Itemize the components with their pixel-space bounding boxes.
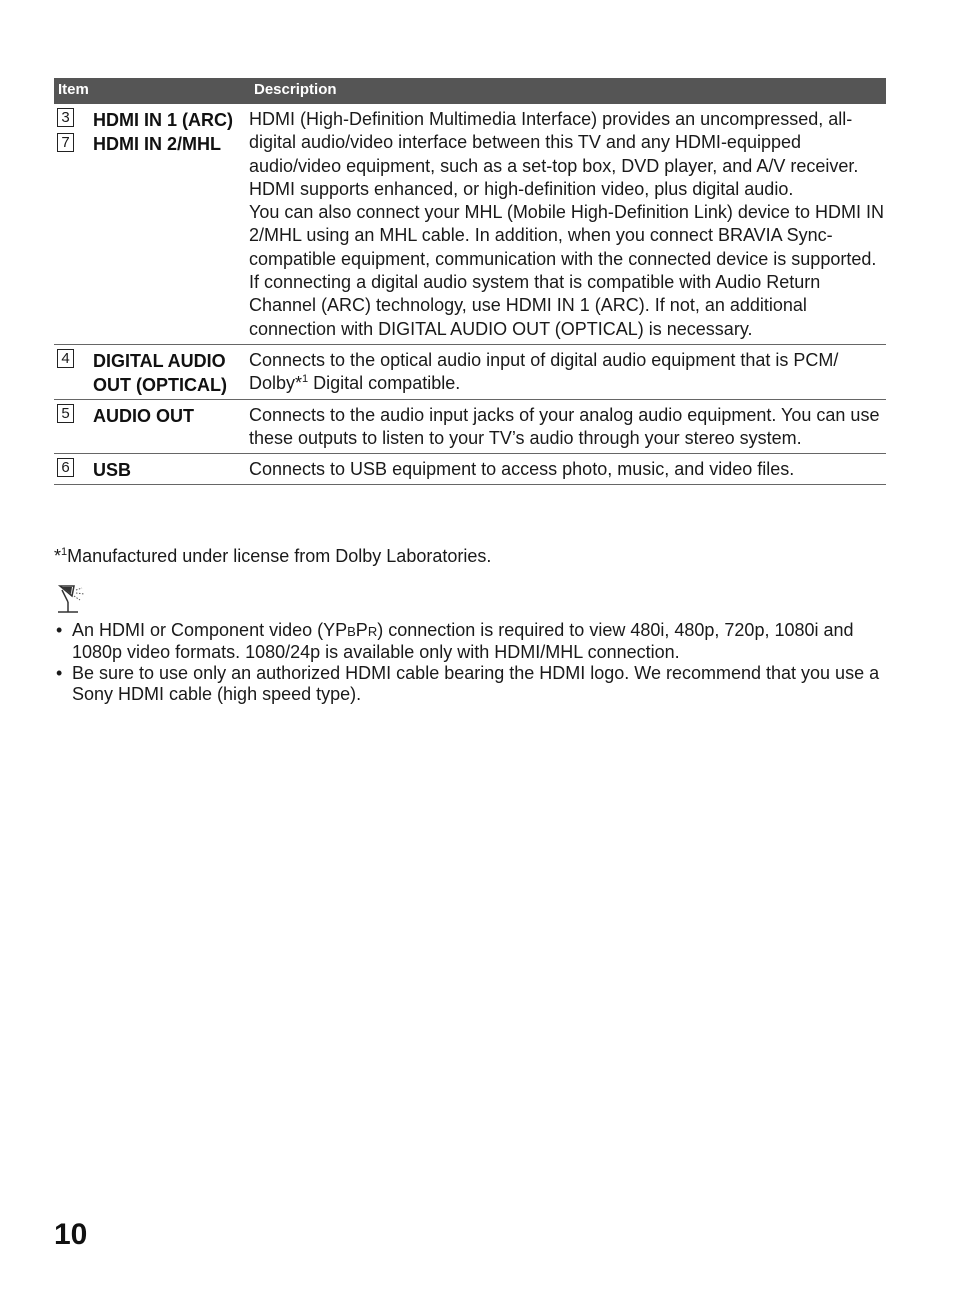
item-description: Connects to USB equipment to access photo, music, and video files. [249, 459, 795, 480]
item-description: If connecting a digital audio system that is compatible with Audio Return Channel (ARC) technology, use HDMI IN 1 (ARC). If not, an additional connection with DIGITAL AUDIO OUT (OPTICAL) is necessary. [249, 272, 821, 339]
item-description: Connects to the audio input jacks of your analog audio equipment. You can use these outputs to listen to your TV’s audio through your stereo system. [249, 404, 880, 448]
item-label: DIGITAL AUDIO [93, 350, 226, 371]
footnote-sup: 1 [61, 546, 68, 558]
note-text: R [367, 624, 378, 639]
note-item [54, 620, 884, 663]
item-label: AUDIO OUT [93, 405, 194, 426]
table-row-audio-out [54, 400, 886, 455]
table-row-usb [54, 454, 886, 485]
item-label: USB [93, 460, 132, 481]
item-label: HDMI IN 1 (ARC) [93, 110, 233, 130]
footnote-mark: * [54, 546, 62, 566]
description-text: Digital compatible. [308, 373, 461, 394]
note-text: An HDMI or Component video (YP [72, 620, 348, 640]
header-item: Item [58, 81, 89, 98]
item-label: OUT (OPTICAL) [93, 374, 227, 395]
table-row-hdmi [54, 104, 886, 345]
item-number: 6 [57, 458, 74, 477]
bullet: • [56, 663, 63, 683]
item-number: 4 [57, 349, 74, 368]
table-header [54, 78, 886, 104]
description-text: Connects to the optical audio input of digital audio equipment that is PCM/ Dolby* [249, 349, 839, 394]
item-number: 5 [57, 404, 74, 423]
tip-lamp-icon [54, 582, 90, 614]
note-text: P [355, 620, 368, 640]
item-number: 7 [57, 133, 74, 152]
item-label: HDMI IN 2/MHL [93, 134, 221, 154]
item-description: HDMI (High-Definition Multimedia Interface) provides an uncompressed, all-digital audio/video interface between this TV and any HDMI-equipped audio/video equipment, such as a set-top box, DVD player, and A/V receiver. HDMI supports enhanced, or high-definition video, plus digital audio. [249, 109, 859, 199]
header-description: Description [254, 81, 337, 98]
note-text: B [347, 624, 356, 639]
footnote-ref: 1 [302, 373, 309, 386]
footnote [54, 546, 491, 567]
footnote-text: Manufactured under license from Dolby Laboratories. [67, 546, 492, 566]
page-number: 10 [54, 1218, 88, 1251]
note-item [54, 663, 884, 705]
item-description: You can also connect your MHL (Mobile High-Definition Link) device to HDMI IN 2/MHL using an MHL cable. In addition, when you connect BRAVIA Sync-compatible equipment, communication with the connected device is supported. [249, 202, 884, 269]
table-row-digital-audio [54, 345, 886, 400]
connections-table [54, 78, 886, 485]
note-text: Be sure to use only an authorized HDMI cable bearing the HDMI logo. We recommend that you use a Sony HDMI cable (high speed type). [72, 663, 880, 704]
bullet: • [56, 620, 63, 640]
item-description [249, 349, 886, 396]
notes-list [54, 620, 884, 705]
note-text: ) connection is required to view 480i, 480p, 720p, 1080i and 1080p video formats. 1080/24p is available only with HDMI/MHL connection. [72, 620, 854, 662]
item-number: 3 [57, 108, 74, 127]
